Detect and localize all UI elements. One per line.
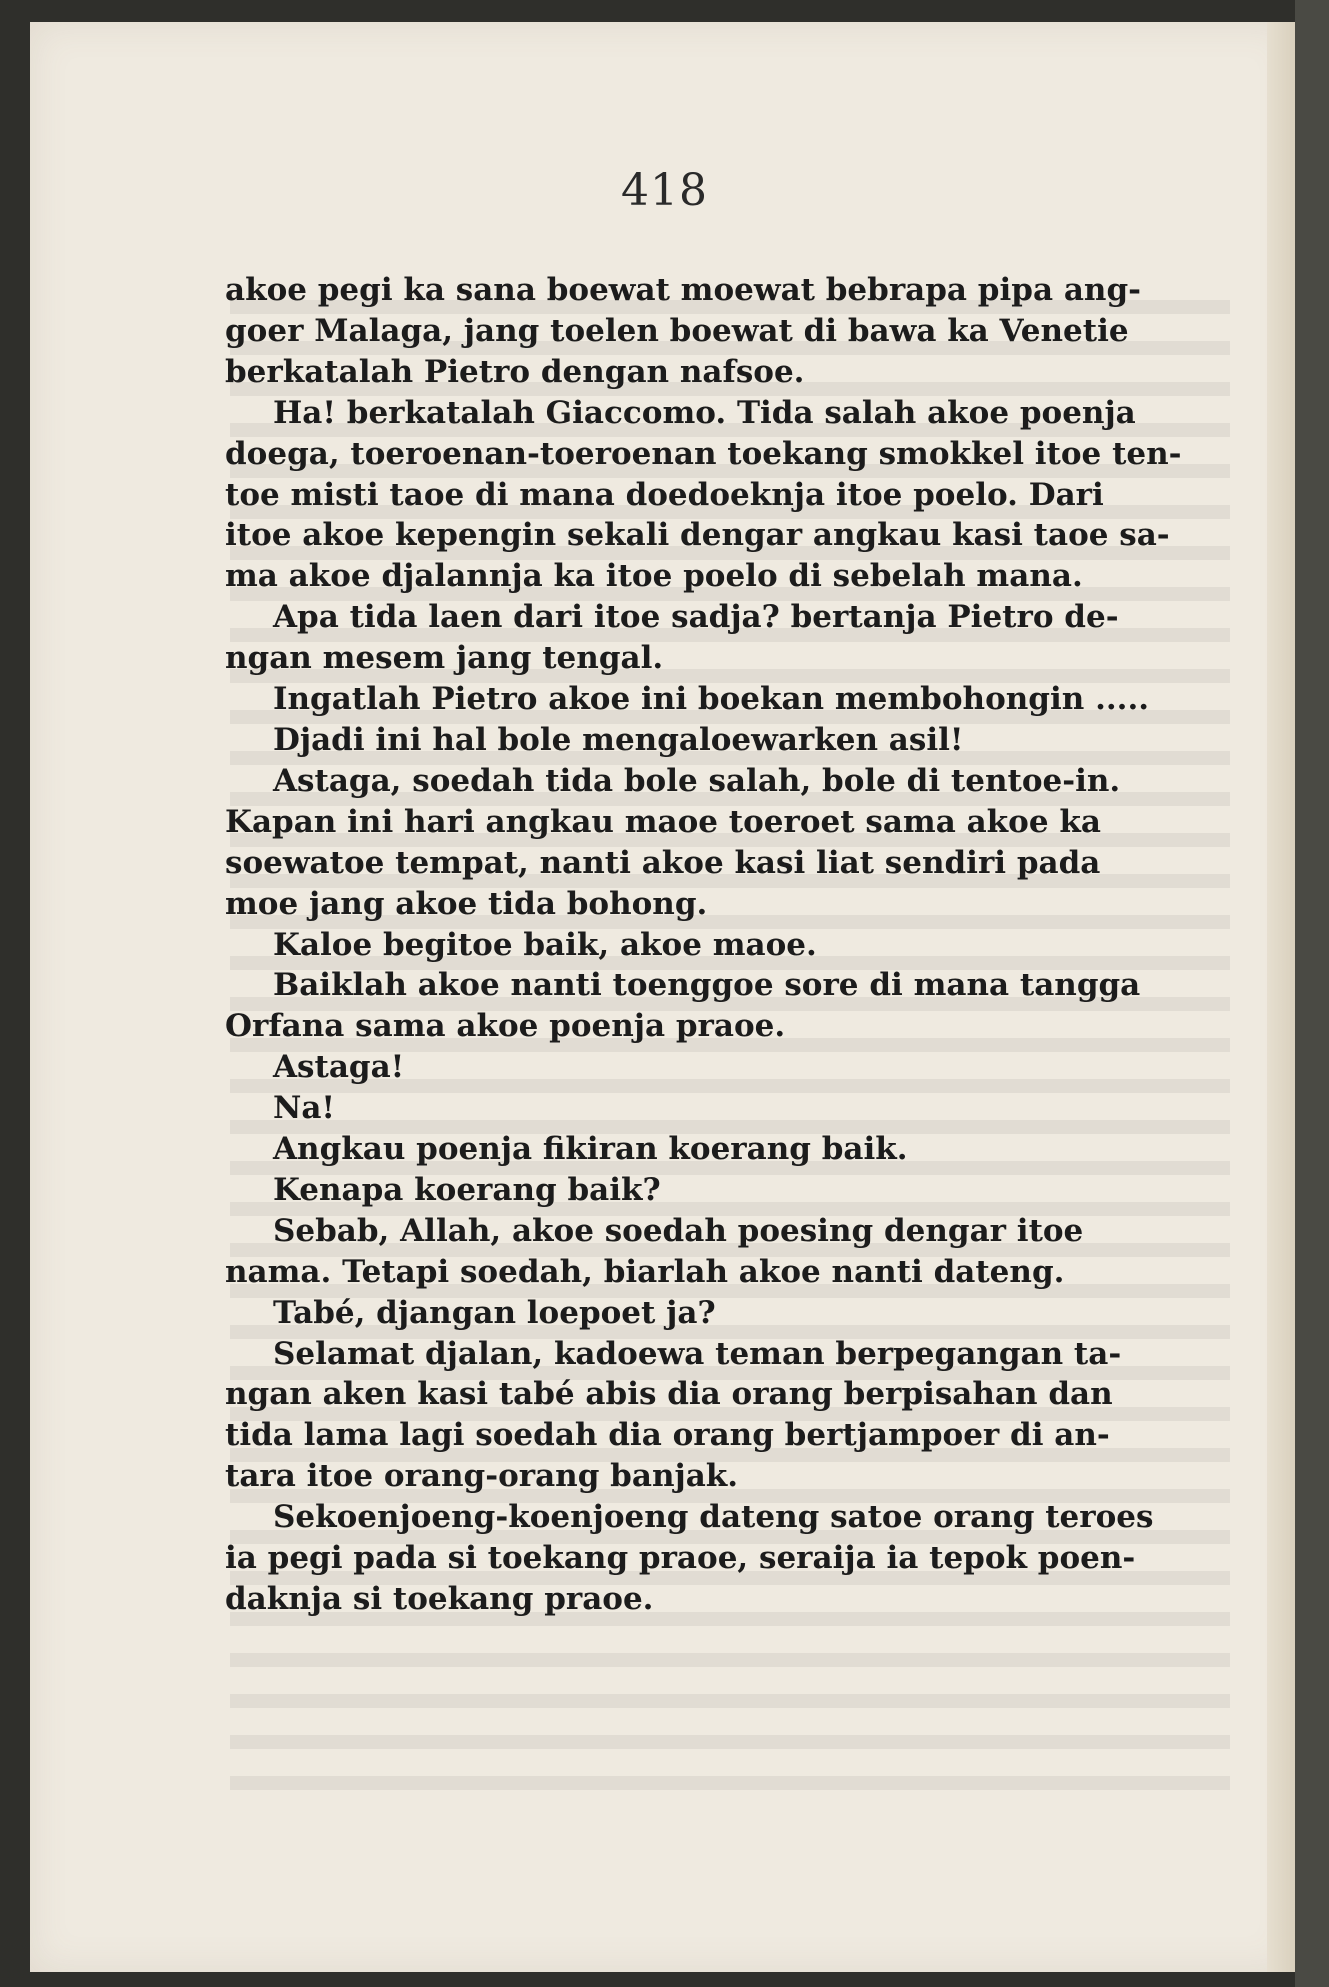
text-line: Apa tida laen dari itoe sadja? bertanja Pietro de-	[273, 599, 1119, 636]
text-line: Kenapa koerang baik?	[273, 1171, 661, 1208]
text-line: Kapan ini hari angkau maoe toeroet sama akoe ka	[225, 803, 1101, 840]
text-line: Ingatlah Pietro akoe ini boekan membohongin .....	[273, 681, 1150, 718]
text-line: moe jang akoe tida bohong.	[225, 885, 708, 922]
text-line: nama. Tetapi soedah, biarlah akoe nanti dateng.	[225, 1253, 1065, 1290]
text-line: tara itoe orang-orang banjak.	[225, 1458, 739, 1495]
text-line: goer Malaga, jang toelen boewat di bawa ka Venetie	[225, 312, 1129, 349]
text-line: itoe akoe kepengin sekali dengar angkau kasi taoe sa-	[225, 517, 1170, 554]
text-line: Astaga!	[273, 1049, 405, 1086]
text-line: toe misti taoe di mana doedoeknja itoe poelo. Dari	[225, 476, 1104, 513]
text-line: doega, toeroenan-toeroenan toekang smokkel itoe ten-	[225, 435, 1182, 472]
text-line: ngan aken kasi tabé abis dia orang berpisahan dan	[225, 1376, 1113, 1413]
text-line: tida lama lagi soedah dia orang bertjampoer di an-	[225, 1417, 1110, 1454]
text-line: Angkau poenja fikiran koerang baik.	[273, 1131, 908, 1168]
page-edge	[1267, 22, 1295, 1972]
text-line: Baiklah akoe nanti toenggoe sore di mana tangga	[273, 967, 1141, 1004]
text-line: Ha! berkatalah Giaccomo. Tida salah akoe poenja	[273, 394, 1136, 431]
text-line: Na!	[273, 1090, 336, 1127]
text-line: Astaga, soedah tida bole salah, bole di tentoe-in.	[273, 762, 1121, 799]
text-line: daknja si toekang praoe.	[225, 1581, 654, 1617]
text-line: Tabé, djangan loepoet ja?	[273, 1294, 716, 1331]
text-line: Selamat djalan, kadoewa teman berpegangan ta-	[273, 1335, 1122, 1372]
text-line: ma akoe djalannja ka itoe poelo di sebelah mana.	[225, 558, 1083, 595]
text-line: berkatalah Pietro dengan nafsoe.	[225, 353, 805, 390]
text-line: Sebab, Allah, akoe soedah poesing dengar itoe	[273, 1212, 1084, 1249]
text-line: Kaloe begitoe baik, akoe maoe.	[273, 926, 817, 963]
text-line: soewatoe tempat, nanti akoe kasi liat sendiri pada	[225, 844, 1101, 881]
text-line: ia pegi pada si toekang praoe, seraija ia tepok poen-	[225, 1540, 1136, 1577]
text-line: Orfana sama akoe poenja praoe.	[225, 1008, 786, 1045]
body-text	[225, 270, 1220, 1620]
text-line: akoe pegi ka sana boewat moewat bebrapa pipa ang-	[225, 272, 1141, 308]
text-line: ngan mesem jang tengal.	[225, 640, 664, 677]
text-line: Djadi ini hal bole mengaloewarken asil!	[273, 721, 964, 758]
page-number: 418	[621, 165, 708, 216]
text-line: Sekoenjoeng-koenjoeng dateng satoe orang teroes	[273, 1499, 1154, 1536]
book-binding	[1295, 0, 1329, 1987]
